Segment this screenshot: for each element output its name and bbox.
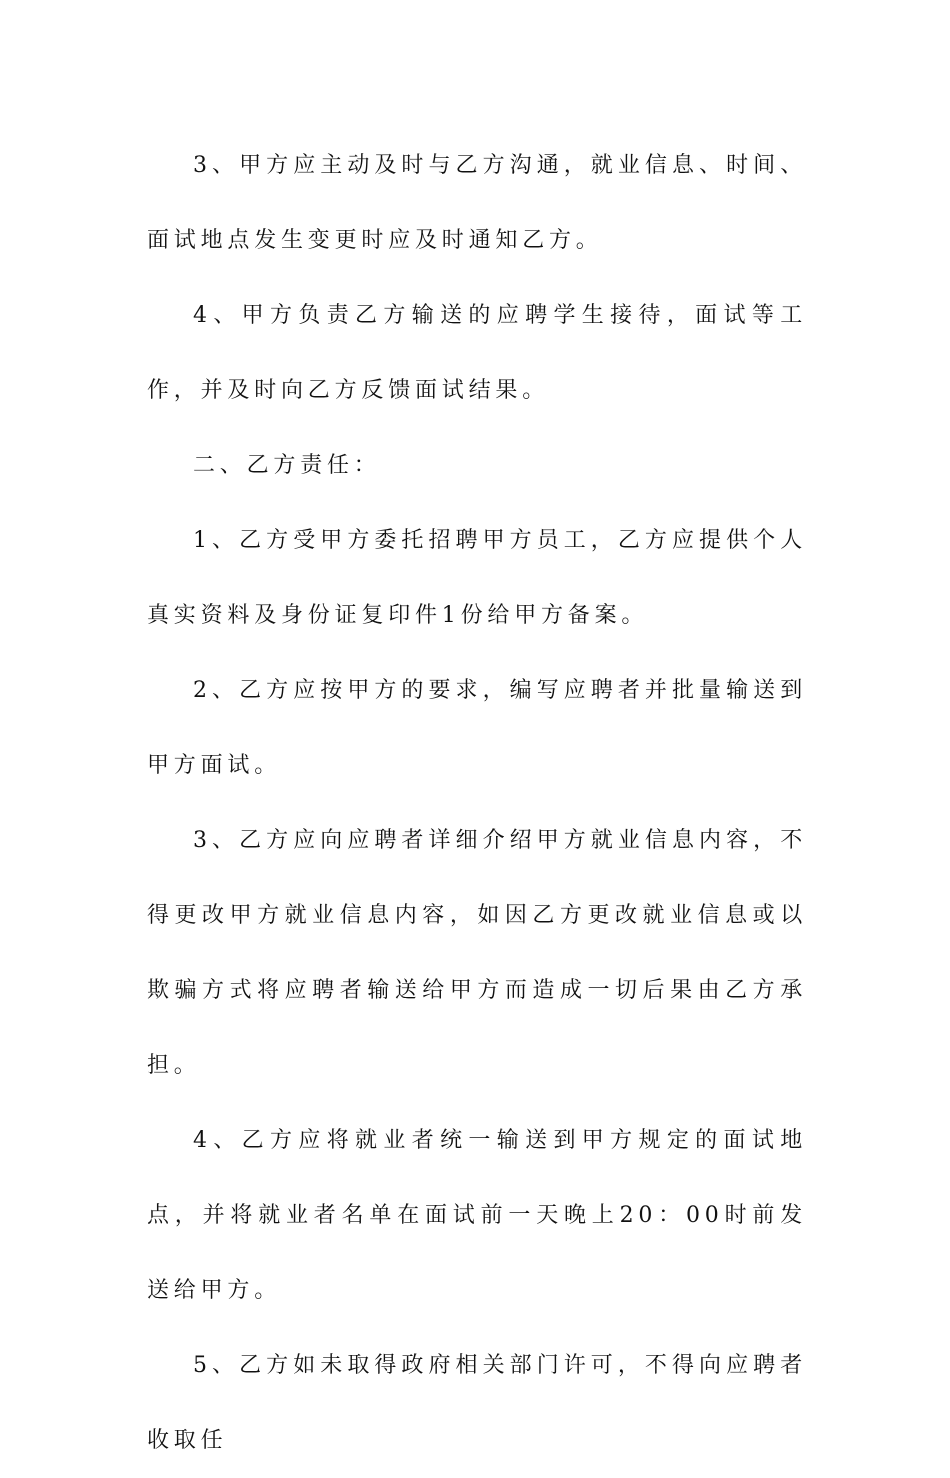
paragraph-party-a-3: 3、甲方应主动及时与乙方沟通，就业信息、时间、面试地点发生变更时应及时通知乙方。 — [147, 153, 807, 253]
paragraph-party-a-4: 4、甲方负责乙方输送的应聘学生接待，面试等工作，并及时向乙方反馈面试结果。 — [147, 303, 807, 403]
document-body — [147, 128, 807, 1478]
paragraph-party-b-5: 5、乙方如未取得政府相关部门许可，不得向应聘者收取任 — [147, 1353, 807, 1453]
paragraph-party-b-3: 3、乙方应向应聘者详细介绍甲方就业信息内容，不得更改甲方就业信息内容，如因乙方更改就业信息或以欺骗方式将应聘者输送给甲方而造成一切后果由乙方承担。 — [147, 828, 807, 1078]
paragraph-party-b-2: 2、乙方应按甲方的要求，编写应聘者并批量输送到甲方面试。 — [147, 678, 807, 778]
paragraph-party-b-1: 1、乙方受甲方委托招聘甲方员工，乙方应提供个人真实资料及身份证复印件1份给甲方备案。 — [147, 528, 807, 628]
section-heading-party-b: 二、乙方责任： — [193, 453, 381, 478]
paragraph-party-b-4: 4、乙方应将就业者统一输送到甲方规定的面试地点，并将就业者名单在面试前一天晚上20：00时前发送给甲方。 — [147, 1128, 807, 1303]
